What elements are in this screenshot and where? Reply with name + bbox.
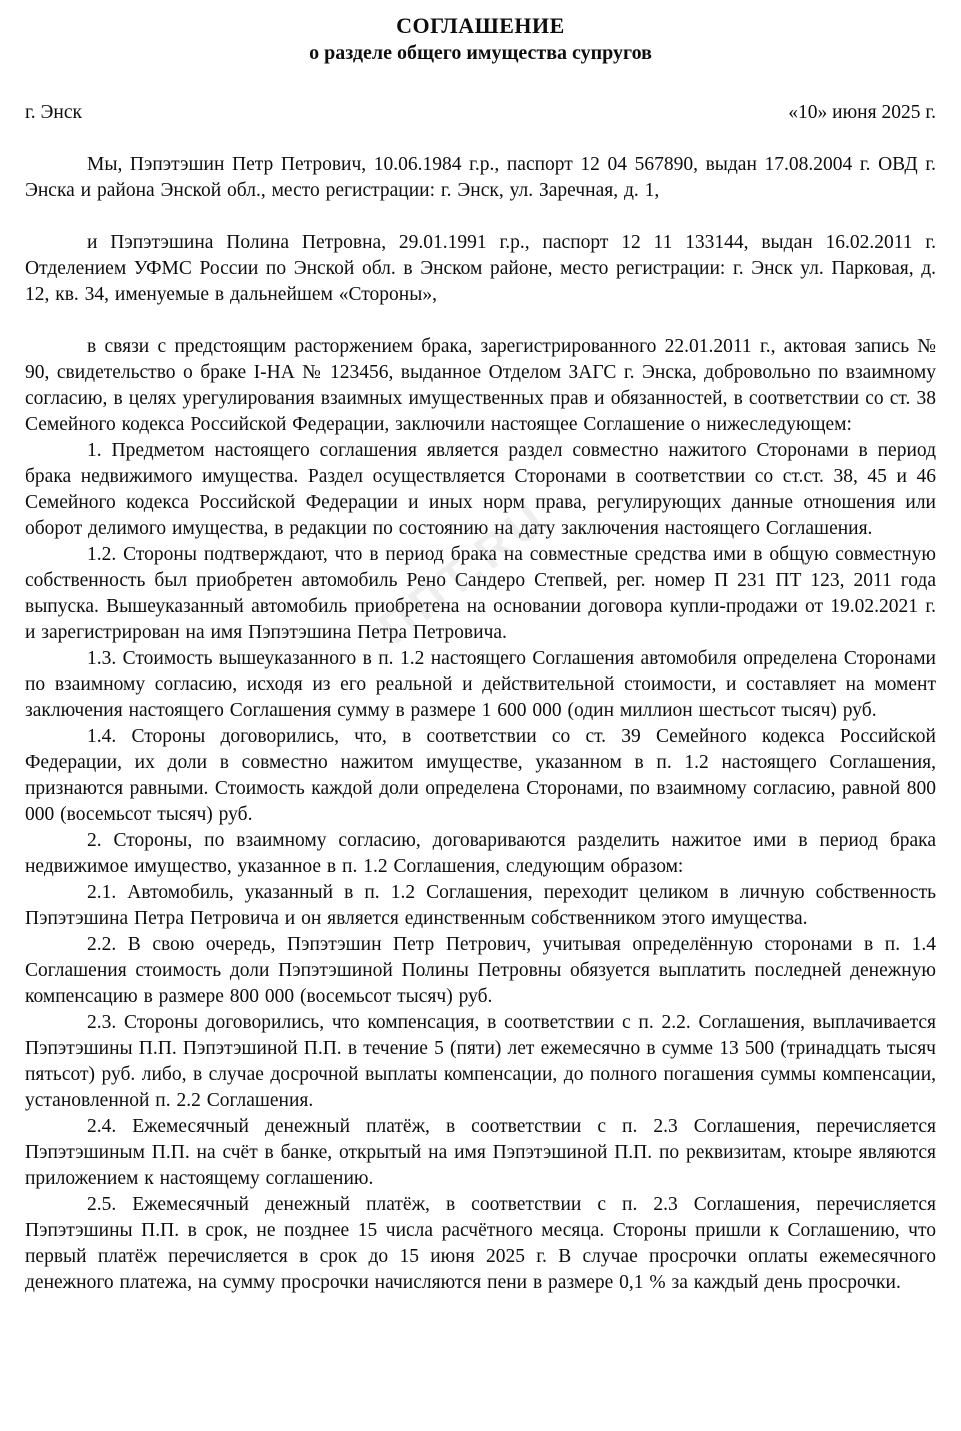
site-watermark: ППТ.RU (368, 490, 557, 654)
paragraph-10: 2.2. В свою очередь, Пэпэтэшин Петр Петрович, учитывая определённую сторонами в п. 1.4 Соглашения стоимость доли Пэпэтэшиной Полины Петровны обязуется выплатить последней денежную компенсацию в размере 800 000 (восемьсот тысяч) руб. (25, 934, 936, 1007)
place-date-row (25, 100, 936, 126)
document-date: «10» июня 2025 г. (788, 102, 936, 123)
document-title: СОГЛАШЕНИЕ (396, 13, 565, 38)
paragraph-5: 1.2. Стороны подтверждают, что в период брака на совместные средства ими в общую совместную собственность был приобретен автомобиль Рено Сандеро Степвей, рег. номер П 231 ПТ 123, 2011 года выпуска. Вышеуказанный автомобиль приобретена на основании договора купли-продажи от 19.02.2021 г. и зарегистрирован на имя Пэпэтэшина Петра Петровича. (25, 544, 936, 643)
paragraph-7: 1.4. Стороны договорились, что, в соответствии со ст. 39 Семейного кодекса Российской Федерации, их доли в совместно нажитом имуществе, указанном в п. 1.2 настоящего Соглашения, признаются равными. Стоимость каждой доли определена Сторонами, по взаимному согласию, равной 800 000 (восемьсот тысяч) руб. (25, 726, 936, 825)
paragraph-6: 1.3. Стоимость вышеуказанного в п. 1.2 настоящего Соглашения автомобиля определена Сторонами по взаимному согласию, исходя из его реальной и действительной стоимости, и составляет на момент заключения настоящего Соглашения сумму в размере 1 600 000 (один миллион шестьсот тысяч) руб. (25, 648, 936, 721)
paragraph-9: 2.1. Автомобиль, указанный в п. 1.2 Соглашения, переходит целиком в личную собственность Пэпэтэшина Петра Петровича и он является единственным собственником этого имущества. (25, 882, 936, 929)
paragraph-2: и Пэпэтэшина Полина Петровна, 29.01.1991 г.р., паспорт 12 11 133144, выдан 16.02.2011 г. Отделением УФМС России по Энской обл. в Энском районе, место регистрации: г. Энск ул. Парковая, д. 12, кв. 34, именуемые в дальнейшем «Стороны», (25, 232, 936, 305)
document-subtitle: о разделе общего имущества супругов (309, 42, 652, 64)
paragraph-8: 2. Стороны, по взаимному согласию, договариваются разделить нажитое ими в период брака недвижимое имущество, указанное в п. 1.2 Соглашения, следующим образом: (25, 830, 936, 877)
document-city: г. Энск (25, 102, 82, 123)
paragraph-4: 1. Предметом настоящего соглашения является раздел совместно нажитого Сторонами в период брака недвижимого имущества. Раздел осуществляется Сторонами в соответствии со ст.ст. 38, 45 и 46 Семейного кодекса Российской Федерации и иных норм права, регулирующих данные отношения или оборот делимого имущества, в редакции по состоянию на дату заключения настоящего Соглашения. (25, 440, 936, 539)
paragraph-1: Мы, Пэпэтэшин Петр Петрович, 10.06.1984 г.р., паспорт 12 04 567890, выдан 17.08.2004 г. ОВД г. Энска и района Энской обл., место регистрации: г. Энск, ул. Заречная, д. 1, (25, 154, 936, 201)
document-body (25, 152, 936, 1296)
paragraph-3: в связи с предстоящим расторжением брака, зарегистрированного 22.01.2011 г., актовая запись № 90, свидетельство о браке I-НА № 123456, выданное Отделом ЗАГС г. Энска, добровольно по взаимному согласию, в целях урегулирования взаимных имущественных прав и обязанностей, в соответствии со ст. 38 Семейного кодекса Российской Федерации, заключили настоящее Соглашение о нижеследующем: (25, 336, 936, 435)
paragraph-13: 2.5. Ежемесячный денежный платёж, в соответствии с п. 2.3 Соглашения, перечисляется Пэпэтэшины П.П. в срок, не позднее 15 числа расчётного месяца. Стороны пришли к Соглашению, что первый платёж перечисляется в срок до 15 июня 2025 г. В случае просрочки оплаты ежемесячного денежного платежа, на сумму просрочки начисляются пени в размере 0,1 % за каждый день просрочки. (25, 1194, 936, 1293)
paragraph-11: 2.3. Стороны договорились, что компенсация, в соответствии с п. 2.2. Соглашения, выплачивается Пэпэтэшины П.П. Пэпэтэшиной П.П. в течение 5 (пяти) лет ежемесячно в сумме 13 500 (тринадцать тысяч пятьсот) руб. либо, в случае досрочной выплаты компенсации, до полного погашения суммы компенсации, установленной п. 2.2 Соглашения. (25, 1012, 936, 1111)
paragraph-12: 2.4. Ежемесячный денежный платёж, в соответствии с п. 2.3 Соглашения, перечисляется Пэпэтэшиным П.П. на счёт в банке, открытый на имя Пэпэтэшиной П.П. по реквизитам, ктоыре являются приложением к настоящему соглашению. (25, 1116, 936, 1189)
